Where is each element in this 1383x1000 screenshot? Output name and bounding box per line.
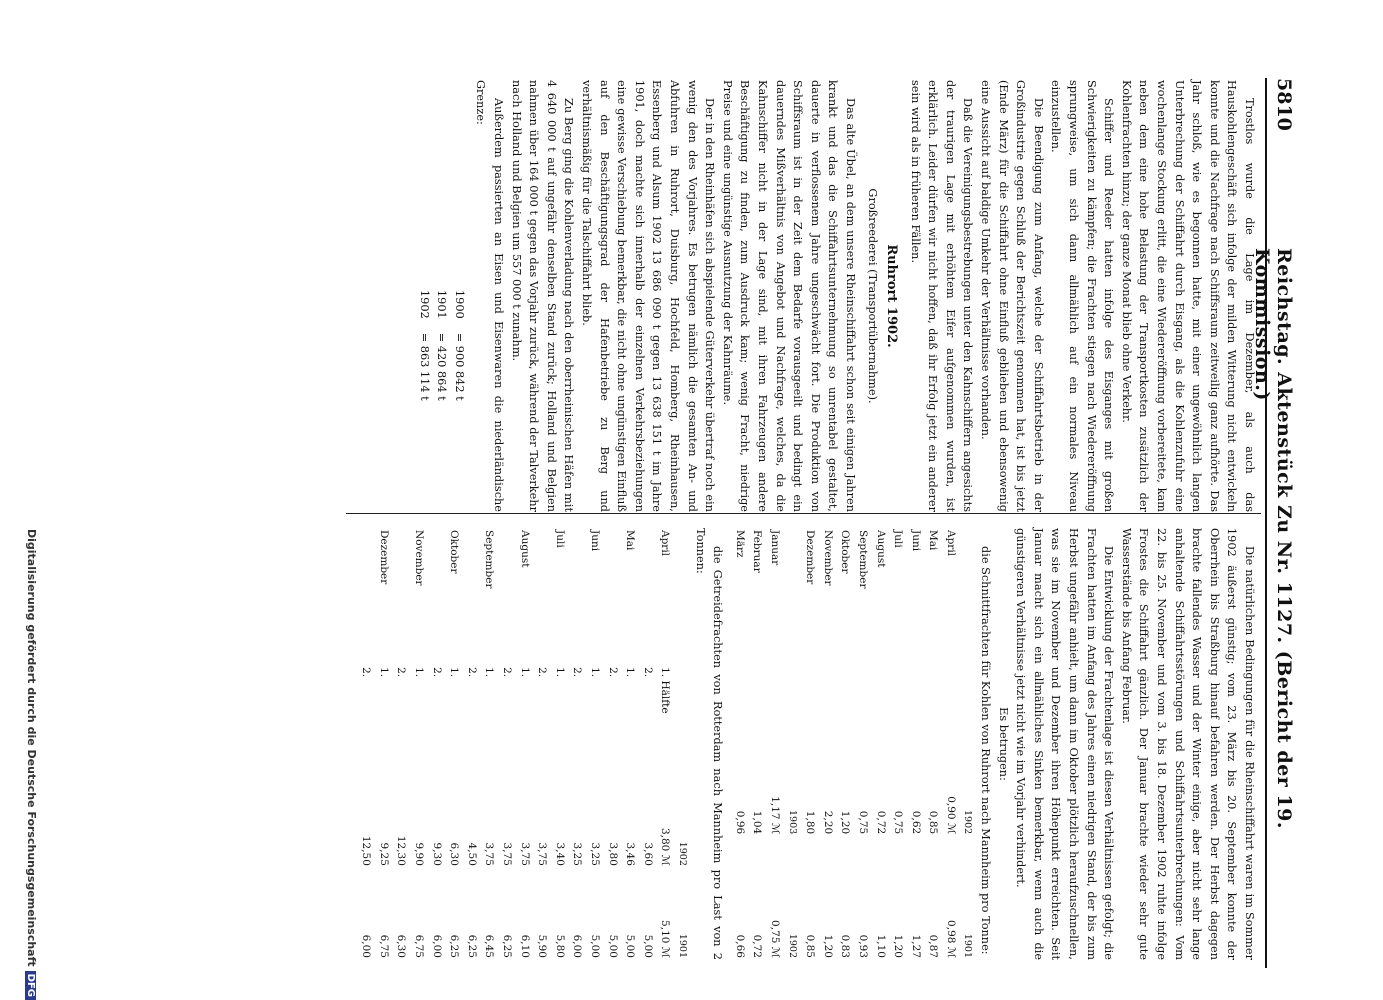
table-cell: Juni <box>589 530 602 552</box>
table-row <box>656 528 674 960</box>
table-cell: 1,20 <box>839 810 852 835</box>
table-cell: 2. <box>360 667 373 678</box>
table-cell: 0,72 <box>751 934 764 958</box>
table-cell: 6,75 <box>377 934 390 958</box>
paragraph: Daß die Vereinigungsbestrebungen unter den Kahnschiffern angesichts der traurigen Lage mit erhöhtem Eifer aufgenommen wurden, ist erklärlich. Leider dürfen wir nicht hoffen, daß ihr Erfolg jetzt ein anderer sein wird als in früheren Fällen. <box>908 80 975 512</box>
table-cell: 1,80 <box>804 810 817 835</box>
table-header-row: 1902 1901 <box>677 841 688 958</box>
table-cell: 3,75 <box>483 842 496 866</box>
table-cell: Dezember <box>377 530 390 585</box>
table-cell: 5,00 <box>589 934 602 958</box>
table-row <box>410 528 428 960</box>
table-cell: 1,20 <box>821 934 834 958</box>
table-row <box>906 528 924 960</box>
table-cell: 0,96 <box>733 810 746 835</box>
page-number: 5810 <box>1273 78 1295 131</box>
credit-text: Digitalisierung gefördert durch die Deutsche Forschungsgemeinschaft <box>25 528 38 967</box>
table-row <box>357 528 375 960</box>
table-cell <box>497 528 515 665</box>
table-cell: 1,27 <box>909 934 922 958</box>
paragraph: Zu Berg ging die Kohlenverladung nach den oberrheinischen Häfen mit 4 640 000 t auf ungefähr denselben Stand zurück; Holland und Belgien nahmen über 164 000 t gegen das Vorjahr zurück, während der Talverkehr nach Holland und Belgien um 557 000 t zunahm. <box>509 80 576 512</box>
table-cell: 1. <box>589 667 602 678</box>
table-cell: 1. <box>553 667 566 678</box>
table-cell: 2. <box>465 667 478 678</box>
table-cell: 0,62 <box>909 810 922 835</box>
table-cell: 0,66 <box>733 934 746 958</box>
table-cell <box>427 528 445 665</box>
table-cell: 6,45 <box>483 934 496 958</box>
paragraph: Die Beendigung zum Anfang, welche der Schiffahrtsbetrieb in der Großindustrie gegen Schluß der Berichtszeit genommen hat, ist bis jetzt (Ende März) für die Schiffahrt ohne Einfluß geblieben und ebensowenig eine Aussicht auf baldige Umkehr der Verhältnisse vorhanden. <box>979 80 1045 512</box>
table-cell: 1. <box>483 667 496 678</box>
table-cell: Januar <box>768 530 781 566</box>
right-column <box>357 528 1258 960</box>
table-row <box>801 528 819 960</box>
table-cell: Oktober <box>448 530 461 574</box>
table-cell: 3,75 <box>501 842 514 866</box>
table-cell: 6,25 <box>465 934 478 958</box>
paragraph: Schiffer und Reeder hatten infolge des Eisganges mit großen Schwierigkeiten zu kämpfen; die Frachten stiegen nach Wiedereröffnung sprungweise, um sich dann allmählich auf ein normales Niveau einzustellen. <box>1049 80 1116 512</box>
table-cell: 5,10 ℳ <box>659 920 672 958</box>
table-cell: 2. <box>641 667 654 678</box>
table-cell: 0,72 <box>874 810 887 835</box>
paragraph: Der in den Rheinhäfen sich abspielende Güterverkehr übertraf noch ein wenig den des Vorjahres. Es betrugen nämlich die gesamten An- und Abfuhren in Ruhrort, Duisburg, Hochfeld, Homberg, Rheinhausen, Essenberg und Alsum 1902 13 686 090 t gegen 13 638 151 t im Jahre 1901, doch machte sich innerhalb der einzelnen Verkehrsbeziehungen eine gewisse Verschiebung bemerkbar, die nicht ohne ungünstigen Einfluß auf den Beschäftigungsgrad der Hafenbetriebe zu Berg und verhältnismäßig für die Talschiffahrt blieb. <box>580 80 717 512</box>
table-row <box>889 528 907 960</box>
table-cell: 0,85 <box>927 810 940 835</box>
table-cell: 0,75 <box>892 810 905 835</box>
table-cell: 0,98 ℳ <box>944 920 957 958</box>
table-cell: 3,40 <box>553 842 566 866</box>
paragraph: Das alte Übel, an dem unsere Rheinschiffahrt schon seit einigen Jahren krankt und das die Schiffahrtsunternehmung so unrentabel gestaltet, dauerte in verflossenem Jahre ungeschwächt fort. Die Produktion von Schiffsraum ist in der Zeit dem Bedarfe vorausgeeilt und bedingt ein dauerndes Mißverhältnis von Angebot und Nachfrage, welches, da die Kahnschiffer nicht in der Lage sind, mit ihren Fahrzeugen andere Beschäftigung zu finden, zum Ausdruck kam; wenig Fracht, niedrige Preise und eine ungünstige Ausnutzung der Kahnräume. <box>720 80 857 512</box>
table-cell <box>568 528 586 665</box>
table-row <box>941 528 959 960</box>
table-cell: August <box>874 530 887 568</box>
table-cell: 9,90 <box>413 842 426 866</box>
table-cell: 1. Hälfte <box>659 667 672 714</box>
table-cell: 3,46 <box>624 842 637 866</box>
paragraph: die Getreidefrachten von Rotterdam nach Mannheim pro Last von 2 Tonnen: <box>693 528 725 960</box>
table-cell: 3,25 <box>589 842 602 866</box>
table-cell: Juli <box>892 530 905 548</box>
paragraph: Die Entwicklung der Frachtenlage ist diesen Verhältnissen gefolgt; die Frachten hatten im Anfang des Jahres einen niedrigen Stand, der bis zum Herbst ungefähr anhielt, um dann im Oktober plötzlich heraufzuschnellen, was sie im November und Dezember ihren Höhepunkt erreichten. Seit Januar macht sich ein allmähliches Sinken bemerkbar, wenn auch die günstigeren Verhältnisse jetzt nicht wie im Vorjahr verhindert. <box>1014 528 1116 960</box>
table-row <box>748 528 766 960</box>
table-cell: November <box>413 530 426 586</box>
table-row <box>730 528 748 960</box>
table-row <box>871 528 889 960</box>
table-header-row: 1903 1902 <box>786 810 798 958</box>
table-cell: 9,30 <box>430 842 443 866</box>
section-subheading: Großreederei (Transportübernahme). <box>865 188 879 404</box>
table-cell: 5,00 <box>624 934 637 958</box>
table-cell <box>533 528 551 665</box>
paragraph: Außerdem passierten an Eisen und Eisenwaren die niederländische Grenze: <box>474 80 506 512</box>
table-cell: 6,30 <box>395 934 408 958</box>
table-cell: Mai <box>624 530 637 551</box>
table-cell: Juli <box>553 530 566 548</box>
paragraph: Es betrugen: <box>996 707 1010 781</box>
table-cell: April <box>944 530 957 557</box>
table-cell: 2. <box>606 667 619 678</box>
table-cell: 2,20 <box>821 810 834 835</box>
table-row <box>818 528 836 960</box>
table-row <box>533 528 551 960</box>
table-row <box>836 528 854 960</box>
table-cell <box>392 528 410 665</box>
paragraph: Die natürlichen Bedingungen für die Rheinschiffahrt waren im Sommer 1902 äußerst günstig; vom 23. März bis 20. September konnte der Oberrhein bis Straßburg hinauf befahren werden. Der Herbst dagegen brachte fallendes Wasser und der Winter einige, aber nicht sehr lange anhaltende Schiffahrtsstörungen und Schiffahrtsunterbrechungen: Vom 22. bis 25. November und vom 3. bis 18. Dezember 1902 ruhte infolge Frostes die Schiffahrt gänzlich. Der Januar brachte wieder sehr gute Wasserstände bis Anfang Februar. <box>1119 528 1256 960</box>
table-cell: 9,25 <box>377 842 390 866</box>
table-row <box>392 528 410 960</box>
table-row <box>445 528 463 960</box>
table-cell <box>462 528 480 665</box>
table-cell: 6,00 <box>571 934 584 958</box>
table-cell: 6,30 <box>448 842 461 866</box>
page-header <box>1251 78 1295 968</box>
table-cell: April <box>659 530 672 557</box>
table-cell <box>357 528 375 665</box>
table-cell: 1. <box>413 667 426 678</box>
table-cell: 2. <box>395 667 408 678</box>
table-row <box>621 528 639 960</box>
table-cell: 6,75 <box>413 934 426 958</box>
paragraph: Trostlos wurde die Lage im Dezember, als auch das Hauskohlengeschäft sich infolge der milden Witterung nicht entwickeln konnte und die Nachfrage nach Schiffsraum zeitweilig ganz aufhörte. Das Jahr schloß, wie es begonnen hatte, mit einer ungewöhnlich langen Unterbrechung der Schiffahrt durch Eisgang, als die Kohlenzufuhr eine wochenlange Stockung erlitt, die eine Wiedereröffnung vorbereitete, kam neben dem eine hohe Belastung der Transportkosten zusätzlich der Kohlenfrachten hinzu; der ganze Monat blieb ohne Verkehr. <box>1119 80 1256 512</box>
table-cell: 3,75 <box>518 842 531 866</box>
table-cell: 2. <box>501 667 514 678</box>
table-row <box>374 528 392 960</box>
table-cell: September <box>856 530 869 589</box>
stat-row: 1901 = 420 864 t <box>435 290 449 401</box>
table-cell: 1,04 <box>751 810 764 835</box>
table-row <box>515 528 533 960</box>
stat-row: 1902 = 863 114 t <box>417 290 431 401</box>
iron-export-stats <box>415 290 468 512</box>
table-cell: September <box>483 530 496 589</box>
table-row <box>568 528 586 960</box>
section-heading: Ruhrort 1902. <box>884 244 900 348</box>
paragraph: die Schnittfrachten für Kohlen von Ruhrort nach Mannheim pro Tonne: <box>979 546 993 955</box>
table-row <box>462 528 480 960</box>
table-cell: 1,20 <box>892 934 905 958</box>
table-cell: 3,60 <box>641 842 654 866</box>
table-cell: 6,25 <box>501 934 514 958</box>
table-row <box>585 528 603 960</box>
table-row <box>924 528 942 960</box>
column-divider <box>346 513 1261 514</box>
table-cell: 0,90 ℳ <box>944 796 957 835</box>
table-cell: 12,50 <box>360 835 373 866</box>
table-cell: Februar <box>751 530 764 573</box>
table-cell: 0,75 <box>856 810 869 835</box>
table-cell: 2. <box>536 667 549 678</box>
digitization-credit <box>25 0 38 1000</box>
table-header-row: 1902 1901 <box>962 810 974 958</box>
table-cell: 1. <box>377 667 390 678</box>
table-cell: 6,25 <box>448 934 461 958</box>
table-cell: 5,80 <box>553 934 566 958</box>
table-cell: 6,00 <box>360 934 373 958</box>
table-cell <box>603 528 621 665</box>
table-cell: 0,85 <box>804 934 817 958</box>
table-row <box>550 528 568 960</box>
table-cell: März <box>733 530 746 558</box>
page-title: Reichstag. Aktenstück Zu Nr. 1127. (Bericht der 19. Kommission.) <box>1251 248 1295 829</box>
table-cell: 2. <box>571 667 584 678</box>
left-column <box>411 80 1258 512</box>
table-cell <box>638 528 656 665</box>
stat-row: 1900 = 900 842 t <box>452 290 466 401</box>
table-cell: 1. <box>448 667 461 678</box>
grain-freight-table <box>357 528 691 960</box>
table-cell: 3,80 <box>606 842 619 866</box>
table-cell: 0,87 <box>927 934 940 958</box>
table-cell: Juni <box>909 530 922 552</box>
coal-freight-table <box>730 528 976 960</box>
table-cell: 3,75 <box>536 842 549 866</box>
table-cell: 0,93 <box>856 934 869 958</box>
table-row <box>853 528 871 960</box>
table-cell: 1. <box>518 667 531 678</box>
table-cell: 5,00 <box>606 934 619 958</box>
table-cell: 5,00 <box>641 934 654 958</box>
dfg-logo: DFG <box>25 971 36 1000</box>
table-cell: 5,90 <box>536 934 549 958</box>
table-cell: 3,80 ℳ <box>659 827 672 866</box>
table-row <box>497 528 515 960</box>
table-cell: Mai <box>927 530 940 551</box>
table-row <box>765 528 783 960</box>
table-cell: 0,75 ℳ <box>768 920 781 958</box>
table-row <box>638 528 656 960</box>
table-cell: 6,00 <box>430 934 443 958</box>
table-cell: August <box>518 530 531 568</box>
table-cell: Oktober <box>839 530 852 574</box>
table-row <box>427 528 445 960</box>
table-cell: 6,10 <box>518 934 531 958</box>
table-cell: 12,30 <box>395 835 408 866</box>
table-cell: 1. <box>624 667 637 678</box>
table-cell: Dezember <box>804 530 817 585</box>
table-cell: 2. <box>430 667 443 678</box>
table-row <box>480 528 498 960</box>
table-cell: 3,25 <box>571 842 584 866</box>
table-cell: 4,50 <box>465 842 478 866</box>
table-cell: November <box>821 530 834 586</box>
table-cell: 1,17 ℳ <box>768 796 781 835</box>
table-cell: 1,10 <box>874 934 887 958</box>
table-cell: 0,83 <box>839 934 852 958</box>
table-row <box>603 528 621 960</box>
